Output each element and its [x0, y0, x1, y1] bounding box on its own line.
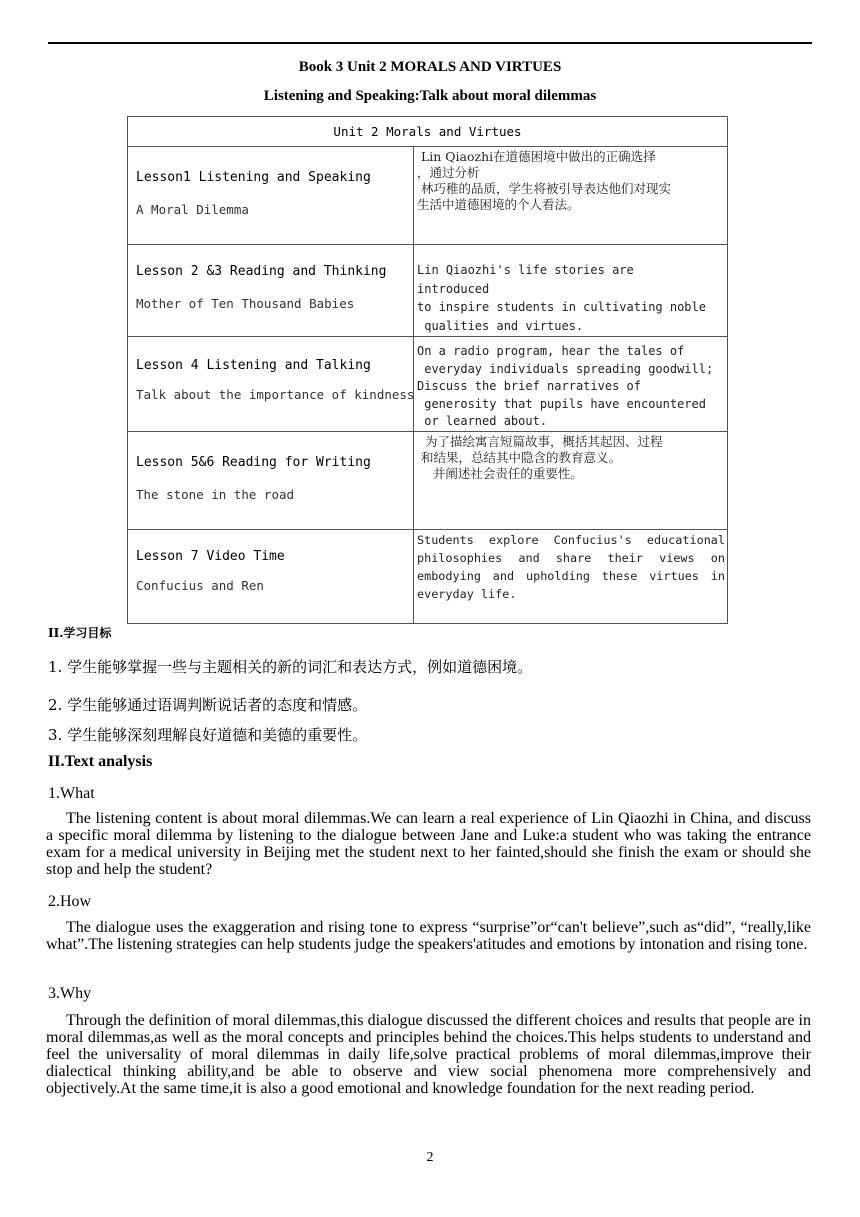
- objective-item: 2. 学生能够通过语调判断说话者的态度和情感。: [48, 696, 368, 714]
- description-line: 为了描绘寓言短篇故事，概括其起因、过程: [417, 434, 663, 449]
- lesson-topic: A Moral Dilemma: [136, 202, 249, 217]
- description-cell: [415, 337, 727, 431]
- description-line: Lin Qiaozhi's life stories are: [417, 263, 634, 277]
- paragraph-how: The dialogue uses the exaggeration and rising tone to express “surprise”or“can't believe”,such as“did”, “really,like what”.The listening strategies can help students judge the speakers'atitudes and emotions by intonation and rising tone.: [46, 919, 811, 953]
- description-cell: [415, 147, 727, 244]
- objective-item: 3. 学生能够深刻理解良好道德和美德的重要性。: [48, 726, 368, 744]
- description-line: 生活中道德困境的个人看法。: [417, 197, 580, 212]
- description-line: philosophies and share their views on: [417, 551, 725, 565]
- document-title: Book 3 Unit 2 MORALS AND VIRTUES: [298, 59, 562, 75]
- table-row: [128, 245, 727, 337]
- lesson-topic: Mother of Ten Thousand Babies: [136, 296, 355, 311]
- paragraph-what: The listening content is about moral dilemmas.We can learn a real experience of Lin Qiaozhi in China, and discuss a specific moral dilemma by listening to the dialogue between Jane and Luke:a student who was taking the entrance exam for a medical university in Beijing met the student next to her fainted,should she finish the exam or should she stop and help the student?: [46, 810, 811, 878]
- description-line: or learned about.: [417, 414, 548, 428]
- section-label-how: 2.How: [48, 893, 92, 910]
- lesson-title: Lesson 5&6 Reading for Writing: [136, 455, 371, 470]
- description-text: [417, 261, 725, 335]
- top-rule: [48, 42, 812, 44]
- description-text: [417, 434, 725, 482]
- table-caption-row: [128, 117, 727, 147]
- description-line: Lin Qiaozhi在道德困境中做出的正确选择: [417, 149, 656, 164]
- description-line: 林巧稚的品质，学生将被引导表达他们对现实: [417, 181, 671, 196]
- unit-table: [127, 116, 728, 624]
- description-text: [417, 343, 725, 431]
- objectives-heading: II.学习目标: [48, 626, 112, 640]
- table-row: [128, 432, 727, 530]
- description-line: 并阐述社会责任的重要性。: [417, 466, 583, 481]
- description-line: Discuss the brief narratives of: [417, 379, 641, 393]
- lesson-topic: Confucius and Ren: [136, 578, 264, 593]
- description-line: generosity that pupils have encountered: [417, 396, 706, 411]
- lesson-title: Lesson1 Listening and Speaking: [136, 170, 371, 185]
- description-cell: [415, 245, 727, 336]
- description-line: everyday life.: [417, 587, 517, 601]
- section-label-what: 1.What: [48, 785, 95, 802]
- description-line: 和结果，总结其中隐含的教育意义。: [417, 450, 621, 465]
- lesson-title: Lesson 2 &3 Reading and Thinking: [136, 264, 387, 279]
- lesson-title: Lesson 4 Listening and Talking: [136, 358, 371, 373]
- description-line: On a radio program, hear the tales of: [417, 344, 685, 358]
- table-caption: Unit 2 Morals and Virtues: [333, 124, 522, 139]
- description-line: to inspire students in cultivating noble: [417, 300, 706, 314]
- text-analysis-heading: II.Text analysis: [48, 753, 153, 770]
- lesson-cell: [128, 530, 414, 623]
- table-row: [128, 337, 727, 432]
- description-cell: [415, 530, 727, 623]
- lesson-topic: The stone in the road: [136, 487, 295, 502]
- table-row: [128, 147, 727, 245]
- description-line: ，通过分析: [417, 165, 480, 180]
- description-text: [417, 149, 725, 213]
- lesson-topic: Talk about the importance of kindness: [136, 387, 415, 402]
- description-cell: [415, 432, 727, 529]
- section-label-why: 3.Why: [48, 985, 92, 1002]
- paragraph-why: Through the definition of moral dilemmas,this dialogue discussed the different choices and results that people are in moral dilemmas,as well as the moral concepts and principles behind the choices.This helps students to understand and feel the universality of moral dilemmas in daily life,solve practical problems of moral dilemmas,improve their dialectical thinking ability,and be able to observe and view social phenomena more comprehensively and objectively.At the same time,it is also a good emotional and knowledge foundation for the next reading period.: [46, 1012, 811, 1097]
- lesson-cell: [128, 337, 414, 431]
- document-subtitle: Listening and Speaking:Talk about moral dilemmas: [263, 88, 597, 104]
- lesson-cell: [128, 245, 414, 336]
- page-number: 2: [426, 1150, 434, 1165]
- lesson-title: Lesson 7 Video Time: [136, 549, 285, 564]
- lesson-cell: [128, 147, 414, 244]
- description-line: introduced: [417, 281, 490, 296]
- objective-item: 1. 学生能够掌握一些与主题相关的新的词汇和表达方式，例如道德困境。: [48, 658, 533, 676]
- description-line: qualities and virtues.: [417, 318, 584, 333]
- table-row: [128, 530, 727, 623]
- description-line: Students explore Confucius's educational: [417, 533, 725, 547]
- lesson-cell: [128, 432, 414, 529]
- description-text: [417, 531, 725, 603]
- description-line: everyday individuals spreading goodwill;: [417, 361, 714, 376]
- description-line: embodying and upholding these virtues in: [417, 569, 725, 583]
